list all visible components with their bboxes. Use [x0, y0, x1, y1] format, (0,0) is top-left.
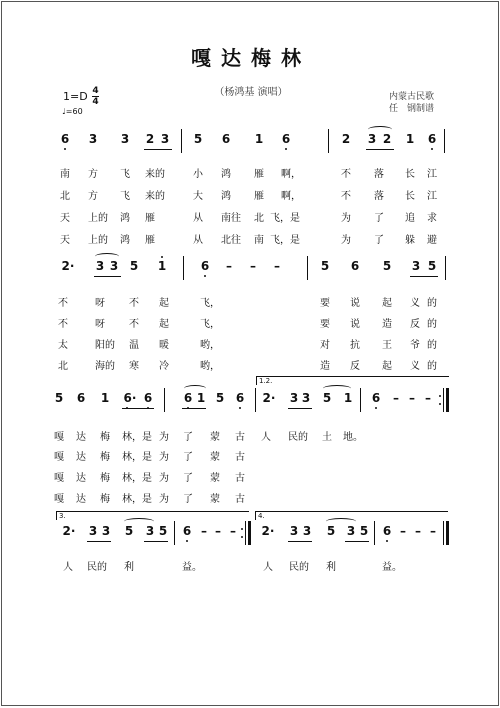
note: 6: [427, 132, 437, 146]
note: 5: [54, 391, 64, 405]
lyric: 古: [235, 494, 245, 505]
bar-line: [255, 388, 256, 412]
note: 5: [326, 524, 336, 538]
lyric: 不: [129, 319, 139, 330]
lyric: 义: [410, 298, 420, 309]
note: 3: [120, 132, 130, 146]
lyric: 飞: [120, 169, 130, 180]
lyric: 林，是: [122, 473, 152, 484]
lyric: 来的: [145, 169, 165, 180]
note: 3: [160, 132, 170, 146]
note: 6: [182, 524, 192, 538]
lyric: 了: [183, 452, 193, 463]
note: 2: [145, 132, 155, 146]
note: 3: [88, 132, 98, 146]
lyric: 方: [88, 169, 98, 180]
lyric: 飞，是: [270, 213, 300, 224]
volta-bracket-3: 3.: [56, 511, 249, 520]
note: 6: [235, 391, 245, 405]
lyric: 南: [254, 235, 264, 246]
note: –: [409, 391, 415, 405]
lyric: 反: [350, 361, 360, 372]
lyric: 民的: [87, 562, 107, 573]
repeat-bar-line-thick: [248, 521, 251, 545]
lyric: 抗: [350, 340, 360, 351]
note: –: [274, 259, 280, 273]
note: 6: [143, 391, 153, 405]
lyric: 为: [341, 213, 351, 224]
lyric: 造: [382, 319, 392, 330]
lyric: 王: [382, 340, 392, 351]
lyric: 梅: [100, 473, 110, 484]
lyric: 的: [427, 361, 437, 372]
lyric: 说: [350, 319, 360, 330]
note: 5: [320, 259, 330, 273]
lyric: 小: [193, 169, 203, 180]
note: 3: [411, 259, 421, 273]
note: 2: [382, 132, 392, 146]
lyric: 暖: [159, 340, 169, 351]
repeat-dot: [439, 403, 441, 405]
lyric: 寒: [129, 361, 139, 372]
lyric: 林，是: [122, 494, 152, 505]
lyric: 求: [427, 213, 437, 224]
lyric: 的: [427, 298, 437, 309]
note: 6: [371, 391, 381, 405]
note: –: [226, 259, 232, 273]
note: 1: [254, 132, 264, 146]
repeat-bar-line: [443, 388, 444, 412]
note: 6: [76, 391, 86, 405]
lyric: 为: [341, 235, 351, 246]
final-bar-line: [443, 521, 444, 545]
slur: [326, 518, 356, 525]
lyric: 雁: [145, 213, 155, 224]
bar-line: [307, 256, 308, 280]
lyric: 从: [193, 235, 203, 246]
note: 5: [427, 259, 437, 273]
lyric: 江: [427, 169, 437, 180]
lyric: 达: [76, 432, 86, 443]
lyric: 落: [374, 191, 384, 202]
lyric: 海的: [95, 361, 115, 372]
lyric: 鸿: [120, 235, 130, 246]
lyric: 林，是: [122, 452, 152, 463]
repeat-dot: [241, 528, 243, 530]
lyric: 飞，是: [270, 235, 300, 246]
note: –: [393, 391, 399, 405]
beam: [144, 149, 172, 150]
bar-line: [360, 388, 361, 412]
lyric: 大: [193, 191, 203, 202]
note: 3: [109, 259, 119, 273]
lyric: 从: [193, 213, 203, 224]
tempo-mark: ♩=60: [62, 107, 83, 116]
note: 1: [196, 391, 206, 405]
lyric: 啊，: [281, 191, 301, 202]
lyric: 益。: [182, 562, 202, 573]
bar-line: [444, 129, 445, 153]
lyric: 利: [326, 562, 336, 573]
lyric: 义: [410, 361, 420, 372]
bar-line: [174, 521, 175, 545]
lyric: 爷: [410, 340, 420, 351]
lyric: 天: [60, 235, 70, 246]
note: 1: [405, 132, 415, 146]
lyric: 雁: [254, 191, 264, 202]
lyric: 古: [235, 452, 245, 463]
note: 3: [346, 524, 356, 538]
note: 3: [289, 391, 299, 405]
lyric: 的: [427, 340, 437, 351]
singer-credit: （杨鸿基 演唱）: [214, 87, 288, 98]
lyric: 要: [320, 298, 330, 309]
volta-bracket-1-2: 1.2.: [256, 376, 449, 385]
lyric: 了: [374, 235, 384, 246]
bar-line: [183, 256, 184, 280]
note: 5: [193, 132, 203, 146]
note: 2·: [261, 524, 275, 538]
lyric: 南往: [221, 213, 241, 224]
note: 1: [157, 259, 167, 273]
beam: [87, 541, 111, 542]
lyric: 哟，: [200, 340, 220, 351]
note: 3: [367, 132, 377, 146]
bar-line: [181, 129, 182, 153]
note: 5: [322, 391, 332, 405]
lyric: 了: [183, 494, 193, 505]
note: 3: [301, 391, 311, 405]
lyric: 冷: [159, 361, 169, 372]
lyric: 雁: [145, 235, 155, 246]
note: –: [250, 259, 256, 273]
beam: [94, 276, 121, 277]
lyric: 嘎: [54, 452, 64, 463]
lyric: 上的: [88, 213, 108, 224]
lyric: 长: [405, 169, 415, 180]
lyric: 北: [58, 361, 68, 372]
lyric: 飞，: [200, 319, 220, 330]
beam: [345, 541, 369, 542]
lyric: 嘎: [54, 432, 64, 443]
lyric: 飞: [120, 191, 130, 202]
lyric: 梅: [100, 452, 110, 463]
lyric: 北: [60, 191, 70, 202]
lyric: 追: [405, 213, 415, 224]
note: 1: [343, 391, 353, 405]
lyric: 上的: [88, 235, 108, 246]
lyric: 北: [254, 213, 264, 224]
repeat-bar-line-thick: [446, 388, 449, 412]
lyric: 落: [374, 169, 384, 180]
beam: [144, 541, 168, 542]
lyric: 起: [382, 361, 392, 372]
score-page: [1, 1, 499, 706]
repeat-dot: [439, 395, 441, 397]
final-bar-line-thick: [446, 521, 449, 545]
lyric: 为: [159, 452, 169, 463]
beam: [122, 408, 154, 409]
note: 2·: [62, 524, 76, 538]
lyric: 来的: [145, 191, 165, 202]
note: 3: [145, 524, 155, 538]
note: 3: [88, 524, 98, 538]
lyric: 蒙: [210, 452, 220, 463]
lyric: 不: [129, 298, 139, 309]
lyric: 起: [159, 319, 169, 330]
lyric: 避: [427, 235, 437, 246]
note: 6: [183, 391, 193, 405]
beam: [288, 408, 312, 409]
note: 5: [124, 524, 134, 538]
lyric: 雁: [254, 169, 264, 180]
slur: [184, 385, 206, 392]
lyric: 梅: [100, 494, 110, 505]
lyric: 不: [58, 319, 68, 330]
bar-line: [328, 129, 329, 153]
lyric: 达: [76, 473, 86, 484]
lyric: 益。: [382, 562, 402, 573]
lyric: 南: [60, 169, 70, 180]
bar-line: [374, 521, 375, 545]
note: 2·: [262, 391, 276, 405]
lyric: 鸿: [120, 213, 130, 224]
lyric: 林，是: [122, 432, 152, 443]
note: 3: [95, 259, 105, 273]
note: –: [425, 391, 431, 405]
note: 5: [129, 259, 139, 273]
lyric: 长: [405, 191, 415, 202]
lyric: 温: [129, 340, 139, 351]
note: 2: [341, 132, 351, 146]
lyric: 起: [382, 298, 392, 309]
lyric: 不: [58, 298, 68, 309]
lyric: 利: [124, 562, 134, 573]
note: –: [201, 524, 207, 538]
time-signature: 4 4: [92, 86, 99, 107]
note: 6·: [123, 391, 137, 405]
lyric: 造: [320, 361, 330, 372]
beam: [182, 408, 206, 409]
slur: [124, 518, 154, 525]
lyric: 不: [341, 169, 351, 180]
note: –: [215, 524, 221, 538]
lyric: 地。: [343, 432, 363, 443]
lyric: 人: [63, 562, 73, 573]
lyric: 太: [58, 340, 68, 351]
beam: [288, 541, 312, 542]
note: 6: [221, 132, 231, 146]
beam: [410, 276, 438, 277]
note: 6: [350, 259, 360, 273]
note: 5: [382, 259, 392, 273]
note: 6: [200, 259, 210, 273]
beam: [366, 149, 394, 150]
repeat-bar-line: [245, 521, 246, 545]
lyric: 江: [427, 191, 437, 202]
bar-line: [445, 256, 446, 280]
note: 5: [359, 524, 369, 538]
lyric: 蒙: [210, 473, 220, 484]
note: 2·: [61, 259, 75, 273]
lyric: 躲: [405, 235, 415, 246]
lyric: 啊，: [281, 169, 301, 180]
slur: [95, 253, 119, 260]
note: 6: [281, 132, 291, 146]
lyric: 不: [341, 191, 351, 202]
lyric: 古: [235, 432, 245, 443]
note: 6: [60, 132, 70, 146]
note: –: [400, 524, 406, 538]
lyric: 达: [76, 452, 86, 463]
lyric: 了: [183, 473, 193, 484]
lyric: 民的: [289, 562, 309, 573]
slur: [323, 385, 351, 392]
origin-credit: 内蒙古民歌: [389, 92, 435, 102]
slur: [368, 126, 392, 133]
note: –: [230, 524, 236, 538]
lyric: 了: [183, 432, 193, 443]
note: 5: [158, 524, 168, 538]
lyric: 蒙: [210, 494, 220, 505]
note: 3: [289, 524, 299, 538]
lyric: 的: [427, 319, 437, 330]
lyric: 人: [263, 562, 273, 573]
repeat-dot: [241, 536, 243, 538]
lyric: 鸿: [221, 169, 231, 180]
note: –: [415, 524, 421, 538]
lyric: 北往: [221, 235, 241, 246]
lyric: 哟，: [200, 361, 220, 372]
lyric: 达: [76, 494, 86, 505]
note: 3: [302, 524, 312, 538]
lyric: 起: [159, 298, 169, 309]
lyric: 呀: [95, 298, 105, 309]
lyric: 要: [320, 319, 330, 330]
lyric: 鸿: [221, 191, 231, 202]
lyric: 阳的: [95, 340, 115, 351]
lyric: 天: [60, 213, 70, 224]
lyric: 说: [350, 298, 360, 309]
key-signature: 1=D: [63, 90, 88, 103]
lyric: 人: [261, 432, 271, 443]
lyric: 嘎: [54, 494, 64, 505]
lyric: 嘎: [54, 473, 64, 484]
note: 6: [382, 524, 392, 538]
lyric: 为: [159, 494, 169, 505]
lyric: 对: [320, 340, 330, 351]
volta-bracket-4: 4.: [255, 511, 448, 520]
lyric: 民的: [288, 432, 308, 443]
bar-line: [164, 388, 165, 412]
lyric: 飞，: [200, 298, 220, 309]
note: 1: [100, 391, 110, 405]
lyric: 土: [322, 432, 332, 443]
note: 3: [101, 524, 111, 538]
song-title: 嘎达梅林: [191, 46, 311, 70]
lyric: 为: [159, 432, 169, 443]
lyric: 反: [410, 319, 420, 330]
lyric: 方: [88, 191, 98, 202]
note: –: [430, 524, 436, 538]
lyric: 古: [235, 473, 245, 484]
arranger-credit: 任 钢制谱: [389, 104, 435, 114]
lyric: 为: [159, 473, 169, 484]
note: 5: [215, 391, 225, 405]
lyric: 了: [374, 213, 384, 224]
lyric: 梅: [100, 432, 110, 443]
lyric: 呀: [95, 319, 105, 330]
lyric: 蒙: [210, 432, 220, 443]
